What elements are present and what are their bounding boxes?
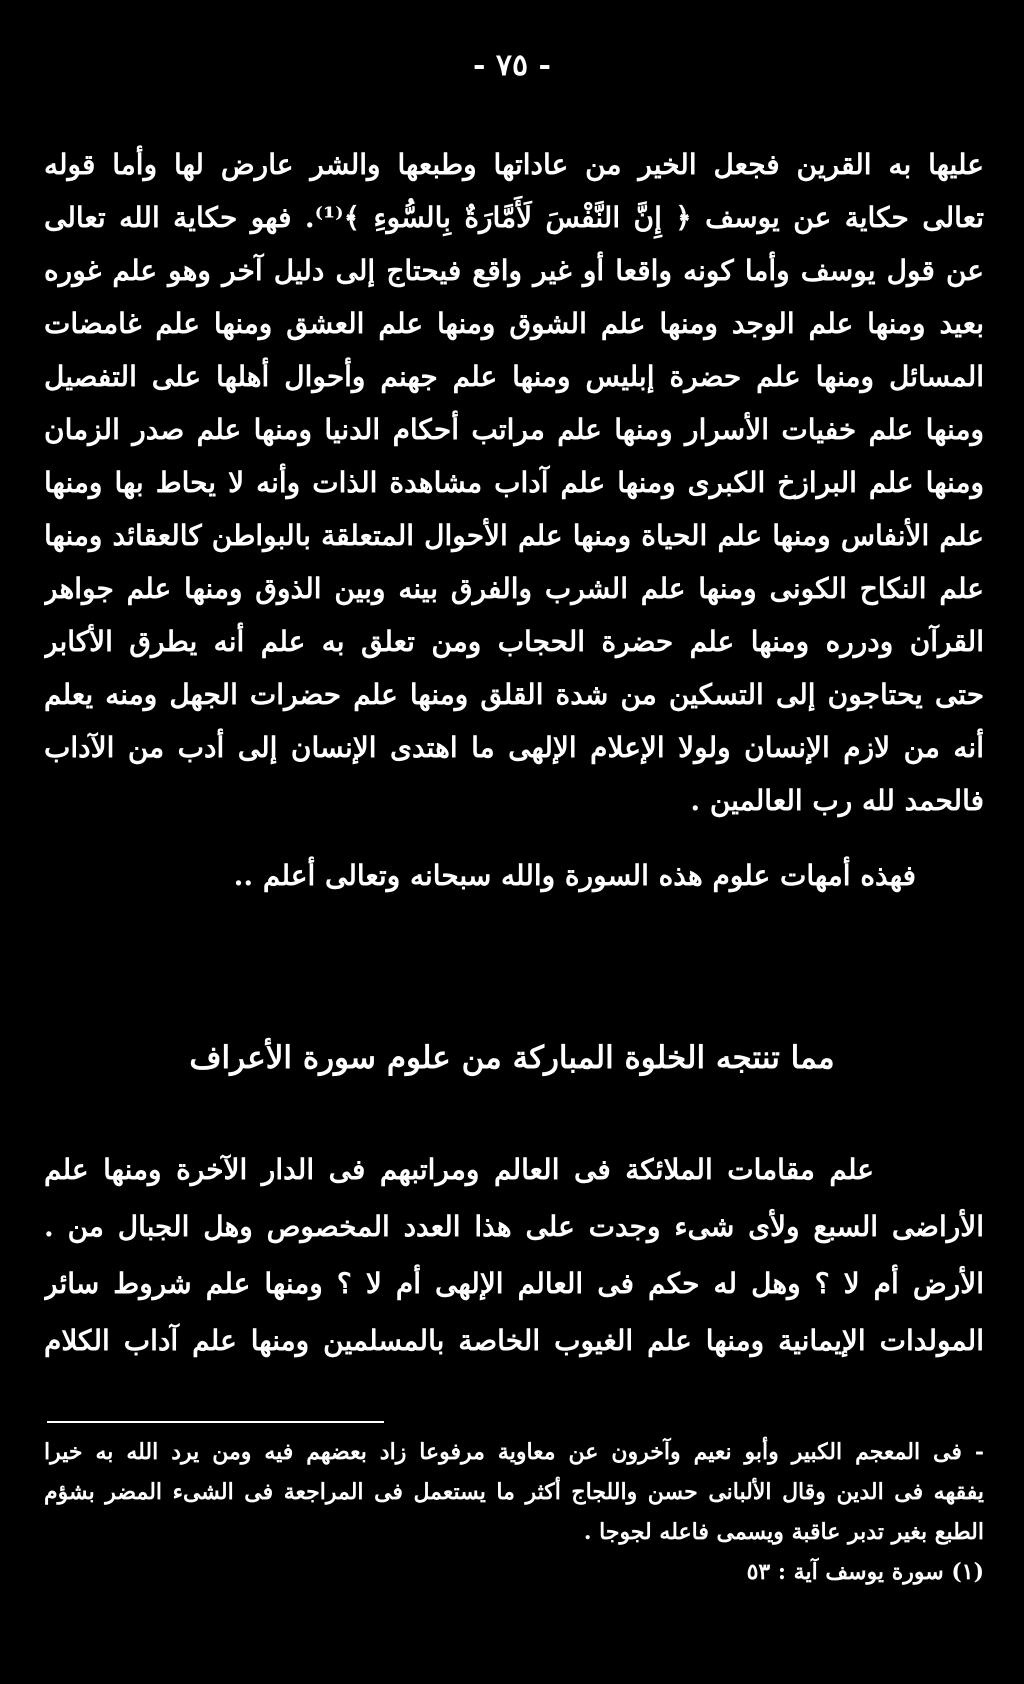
text-line: القرآن ودرره ومنها علم حضرة الحجاب ومن تعلق به علم أنه يطرق الأكابر — [44, 625, 984, 658]
text-line: عليها به القرين فجعل الخير من عاداتها وطبعها والشر عارض لها وأما قوله — [44, 148, 984, 181]
footnote-line: يفقهه فى الدين وقال الألبانى حسن واللجاج أكثر ما يستعمل فى المراجعة فى الشىء المضر بشؤم — [44, 1479, 984, 1505]
page-number: - ٧٥ - — [472, 48, 552, 83]
text-line: تعالى حكاية عن يوسف ﴿ إِنَّ النَّفْسَ لَأَمَّارَةٌ بِالسُّوءِ ﴾⁽¹⁾. فهو حكاية الله تعالى — [44, 201, 984, 234]
text-line: أنه من لازم الإنسان ولولا الإعلام الإلهى ما اهتدى الإنسان إلى أدب من الآداب — [44, 731, 984, 764]
footnote-line: الطبع بغير تدبر عاقبة ويسمى فاعله لجوجا . — [583, 1519, 984, 1545]
footnotes — [44, 1432, 984, 1592]
text-line: علم النكاح الكونى ومنها علم الشرب والفرق بينه وبين الذوق ومنها علم جواهر — [44, 572, 984, 605]
text-line: علم الأنفاس ومنها علم الحياة ومنها علم الأحوال المتعلقة بالبواطن كالعقائد ومنها — [44, 519, 984, 552]
footnote-reference: (١) سورة يوسف آية : ٥٣ — [746, 1559, 984, 1585]
text-line: عن قول يوسف وأما كونه واقعا أو غير واقع فيحتاج إلى دليل آخر وهو علم غوره — [44, 254, 984, 287]
closing-line: فهذه أمهات علوم هذه السورة والله سبحانه وتعالى أعلم .. — [233, 859, 916, 892]
text-line: علم مقامات الملائكة فى العالم ومراتبهم فى الدار الآخرة ومنها علم — [44, 1153, 875, 1186]
text-line: بعيد ومنها علم الوجد ومنها علم الشوق ومنها علم العشق ومنها علم غامضات — [44, 307, 984, 340]
section-paragraph — [44, 1141, 984, 1369]
footnote-divider — [47, 1421, 384, 1423]
text-line: ومنها علم خفيات الأسرار ومنها علم مراتب أحكام الدنيا ومنها علم صدر الزمان — [44, 413, 984, 446]
section-title: مما تنتجه الخلوة المباركة من علوم سورة الأعراف — [189, 1040, 835, 1076]
text-line: الأراضى السبع ولأى شىء وجدت على هذا العدد المخصوص وهل الجبال من . — [44, 1210, 984, 1243]
text-line: المسائل ومنها علم حضرة إبليس ومنها علم جهنم وأحوال أهلها على التفصيل — [44, 360, 984, 393]
text-line: ومنها علم البرازخ الكبرى ومنها علم آداب مشاهدة الذات وأنه لا يحاط بها ومنها — [44, 466, 984, 499]
main-paragraph — [44, 138, 984, 902]
text-line: فالحمد لله رب العالمين . — [690, 784, 984, 817]
text-line: المولدات الإيمانية ومنها علم الغيوب الخاصة بالمسلمين ومنها علم آداب الكلام — [44, 1324, 984, 1357]
footnote-line: - فى المعجم الكبير وأبو نعيم وآخرون عن معاوية مرفوعا زاد بعضهم فيه ومن يرد الله به خيرا — [44, 1439, 984, 1465]
text-line: الأرض أم لا ؟ وهل له حكم فى العالم الإلهى أم لا ؟ ومنها علم شروط سائر — [44, 1267, 984, 1300]
text-line: حتى يحتاجون إلى التسكين من شدة القلق ومنها علم حضرات الجهل ومنه يعلم — [44, 678, 984, 711]
